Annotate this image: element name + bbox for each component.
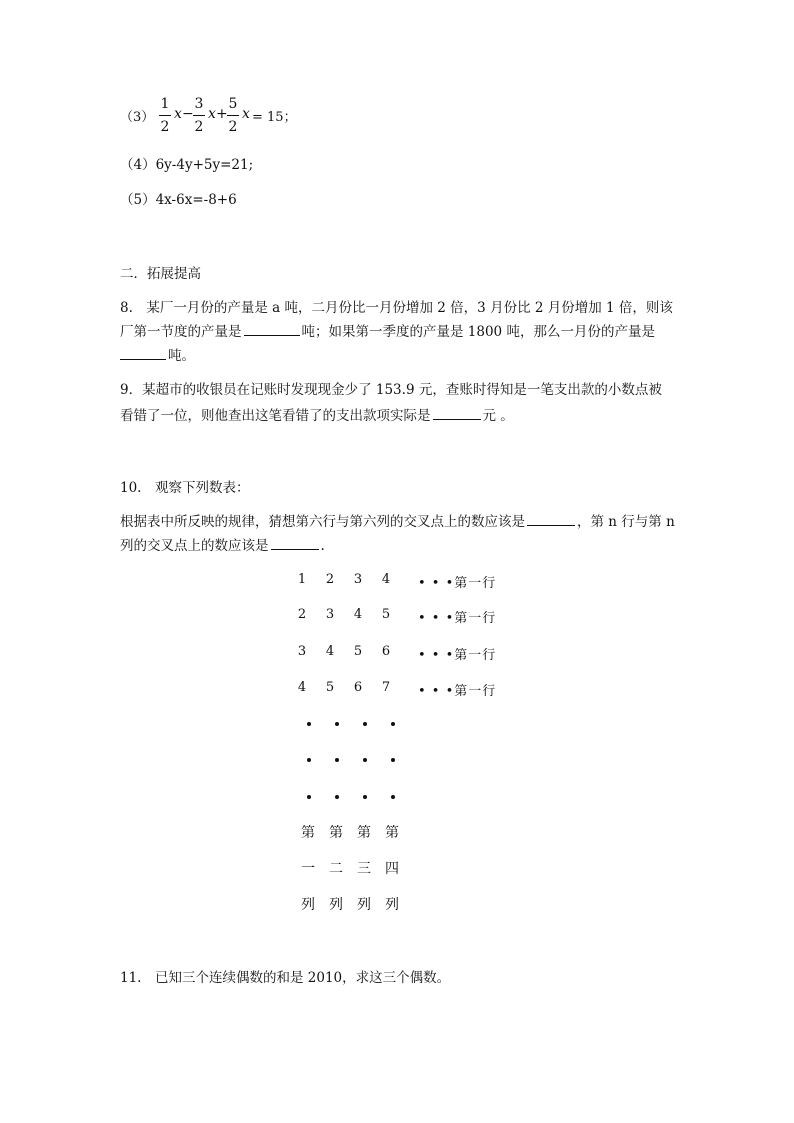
column-label: 列 [329,897,343,913]
ellipsis-dot [307,758,311,762]
table-cell: 2 [325,572,335,587]
table-cell: 3 [325,607,335,622]
ellipsis-dot [307,795,311,799]
table-cell: 6 [381,644,391,659]
question-10-title: 10. 观察下列数表： [120,480,250,496]
text: 吨；如果第一季度的产量是 1800 吨，那么一月份的产量是 [301,324,655,340]
table-cell: 3 [297,644,307,659]
question-8-line-1: 8. 某厂一月份的产量是 a 吨，二月份比一月份增加 2 倍，3 月份比 2 月份增加 1 倍，则该 [120,300,673,316]
table-cell: 5 [353,644,363,659]
ellipsis-dot [307,722,311,726]
column-label: 第 [301,825,315,841]
question-8-line-3 [120,344,195,368]
answer-blank[interactable] [271,535,319,550]
equation-label: （3） [120,110,155,125]
column-label: 一 [301,861,315,877]
answer-blank[interactable] [433,405,481,420]
column-label: 列 [357,897,371,913]
text: 吨。 [168,348,195,364]
equation-4: （4）6y-4y+5y=21; [120,157,254,173]
column-label: 列 [301,897,315,913]
table-cell: 4 [353,607,363,622]
ellipsis-dot [363,758,367,762]
ellipsis-dot [363,795,367,799]
question-9-line-1: 9．某超市的收银员在记账时发现现金少了 153.9 元，查账时得知是一笔支出款的小数点被 [120,382,662,398]
table-cell: 5 [325,680,335,695]
fraction [158,94,172,137]
fraction [192,94,206,137]
equation-5: （5）4x-6x=-8+6 [120,192,237,208]
ellipsis-dot [363,722,367,726]
operator: − [182,106,194,122]
column-label: 第 [357,825,371,841]
table-cell: 6 [353,680,363,695]
table-cell: 4 [297,680,307,695]
text: 厂第一节度的产量是 [120,324,242,340]
row-label: • • •第一行 [418,611,497,626]
column-label: 第 [329,825,343,841]
table-cell: 7 [381,680,391,695]
question-9-line-2 [120,404,514,428]
numerator: 3 [194,96,204,112]
answer-blank[interactable] [120,345,166,360]
row-label: • • •第一行 [418,576,497,591]
ellipsis-dot [391,758,395,762]
column-label: 三 [357,861,371,877]
ellipsis-dot [335,795,339,799]
answer-blank[interactable] [527,511,575,526]
question-10-line-1 [120,510,675,534]
text: ，第 n 行与第 n [577,514,675,530]
column-label: 四 [385,861,399,877]
denominator: 2 [228,119,238,135]
denominator: 2 [194,119,204,135]
ellipsis-dot [335,758,339,762]
text: 看错了一位，则他查出这笔看错了的支出款项实际是 [120,408,431,424]
answer-blank[interactable] [244,321,300,336]
question-11: 11. 已知三个连续偶数的和是 2010，求这三个偶数。 [120,970,451,986]
denominator: 2 [160,119,170,135]
text: 元 。 [482,408,514,424]
operator: + [216,106,228,122]
numerator: 1 [160,96,170,112]
question-10-line-2 [120,534,325,558]
column-label: 列 [385,897,399,913]
question-8-line-2 [120,320,655,344]
column-label: 第 [385,825,399,841]
column-label: 二 [329,861,343,877]
table-cell: 5 [381,607,391,622]
variable: x [208,106,216,122]
equation-rhs: = 15； [252,110,297,125]
table-cell: 4 [381,572,391,587]
fraction [226,94,240,137]
table-cell: 4 [325,644,335,659]
table-cell: 3 [353,572,363,587]
row-label: • • •第一行 [418,648,497,663]
ellipsis-dot [391,795,395,799]
text: 根据表中所反映的规律，猜想第六行与第六列的交叉点上的数应该是 [120,514,525,530]
text: 列的交叉点上的数应该是 [120,538,269,554]
text: . [320,538,325,554]
numerator: 5 [228,96,238,112]
row-label: • • •第一行 [418,684,497,699]
ellipsis-dot [391,722,395,726]
variable: x [242,106,250,122]
ellipsis-dot [335,722,339,726]
table-cell: 1 [297,572,307,587]
variable: x [174,106,182,122]
section-title: 二．拓展提高 [120,266,201,282]
table-cell: 2 [297,607,307,622]
